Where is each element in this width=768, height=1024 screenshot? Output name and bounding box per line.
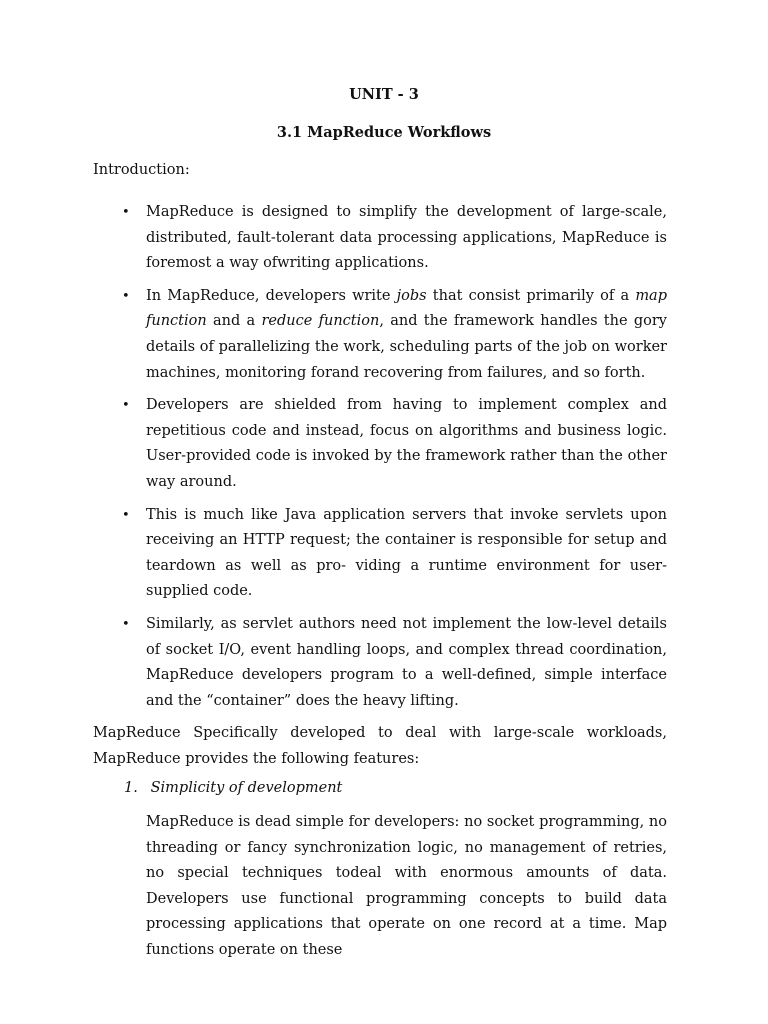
- feature-number: 1.: [124, 780, 138, 796]
- bullet-icon: •: [122, 398, 130, 414]
- bullet-text-part: and a: [206, 313, 262, 330]
- features-intro-paragraph: MapReduce Specifically developed to deal with large-scale workloads, MapReduce provides the following features:: [93, 725, 667, 767]
- bullet-text: This is much like Java application servers that invoke servlets upon receiving an HTTP request; the container is responsible for setup and teardown as well as pro- viding a runtime environment for user-supplied code.: [146, 506, 667, 600]
- feature-heading-1: [124, 780, 342, 796]
- bullet-item-1: [0, 200, 667, 277]
- bullet-text-part: In MapReduce, developers write: [146, 287, 397, 304]
- feature-title: Simplicity of development: [150, 780, 343, 796]
- bullet-text: Similarly, as servlet authors need not implement the low-level details of socket I/O, event handling loops, and complex thread coordination, MapReduce developers program to a well-defined, simple interface and the “container” does the heavy lifting.: [146, 615, 667, 709]
- bullet-text-part: that consist primarily of a: [426, 287, 636, 304]
- bullet-text: Developers are shielded from having to implement complex and repetitious code and instead, focus on algorithms and business logic. User-provided code is invoked by the framework rather than the other way around.: [146, 397, 667, 490]
- bullet-icon: •: [122, 288, 130, 304]
- bullet-text-part: , and the framework handles the gory details of parallelizing the work, scheduling parts of the job on worker machines, monitoring forand recovering from failures, and so forth.: [146, 313, 667, 381]
- bullet-icon: •: [122, 616, 130, 632]
- bullet-text: MapReduce is designed to simplify the development of large-scale, distributed, fault-tolerant data processing applications, MapReduce is foremost a way ofwriting applications.: [146, 204, 667, 272]
- bullet-icon: •: [122, 205, 130, 220]
- unit-title: UNIT - 3: [349, 86, 419, 103]
- bullet-item-4: [0, 503, 667, 605]
- bullet-item-2: [0, 284, 667, 386]
- bullet-list: [0, 200, 768, 721]
- section-title: 3.1 MapReduce Workflows: [276, 124, 492, 141]
- feature-body-1: MapReduce is dead simple for developers: no socket programming, no threading or fancy synchronization logic, no management of retries, no special techniques todeal with enormous amounts of data. Developers use functional programming concepts to build data processing applications that operate on one record at a time. Map functions operate on these: [146, 814, 667, 958]
- italic-term-reduce-function: reduce function: [261, 313, 380, 330]
- introduction-label: Introduction:: [93, 162, 190, 178]
- italic-term-jobs: jobs: [396, 287, 427, 304]
- bullet-item-5: [0, 612, 667, 714]
- bullet-item-3: [0, 393, 667, 495]
- italic-term-map-function: map function: [146, 287, 667, 330]
- bullet-icon: •: [122, 507, 130, 523]
